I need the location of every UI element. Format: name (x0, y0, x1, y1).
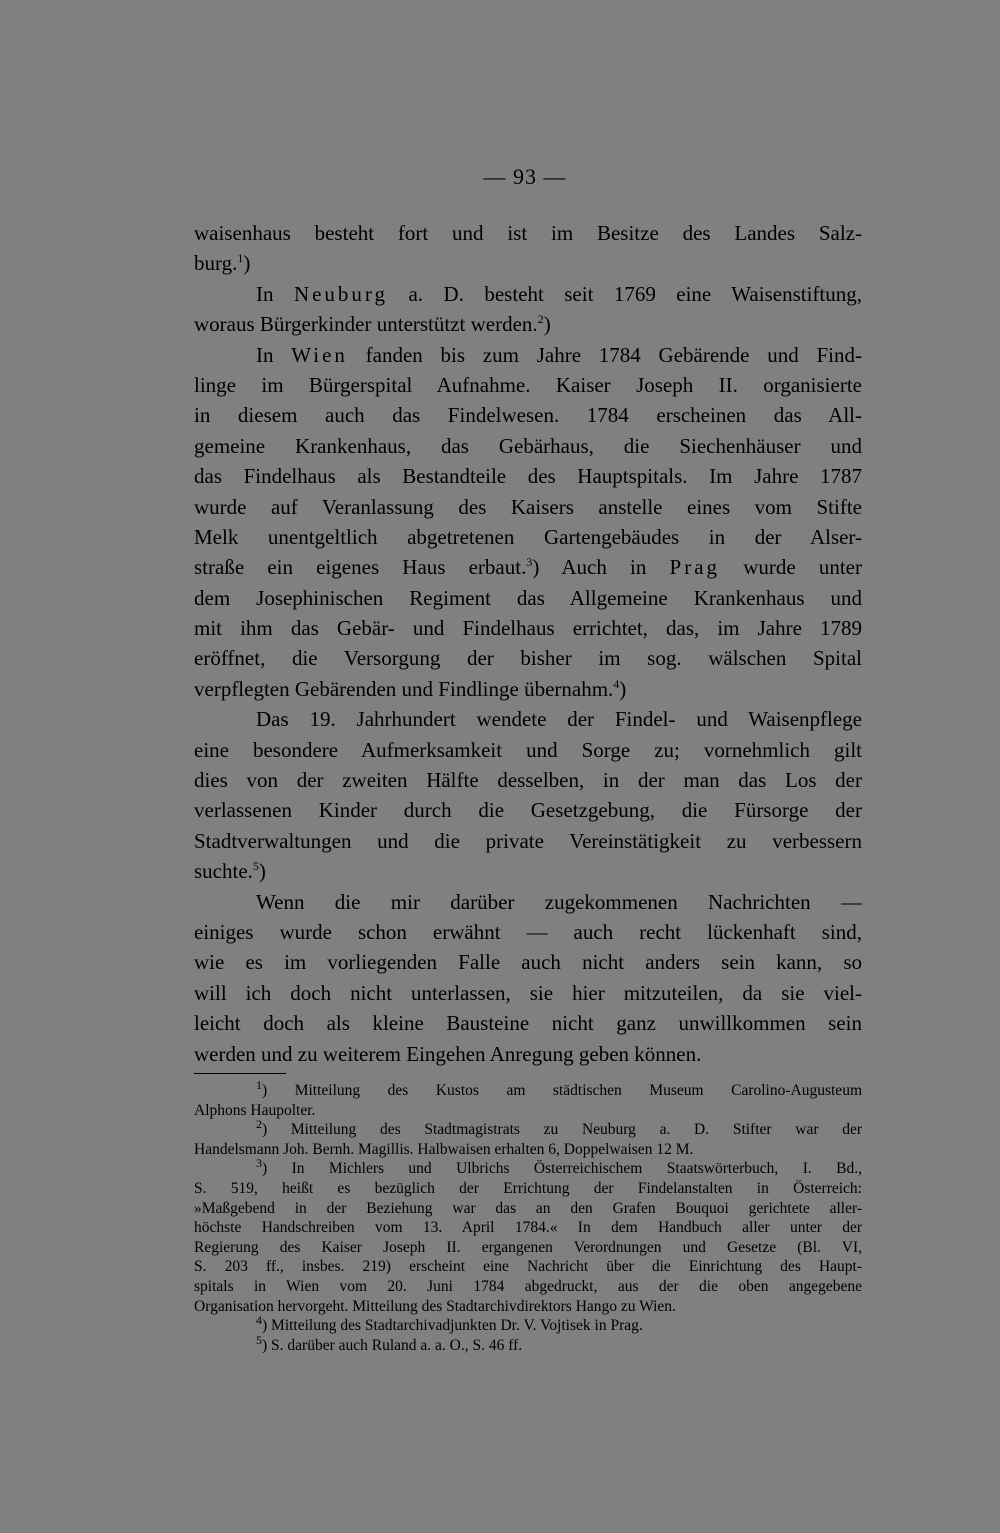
footnote-number: 1 (256, 1077, 262, 1092)
text-line (194, 613, 862, 643)
footnote-line (194, 1218, 862, 1238)
page-number: — 93 — (483, 164, 567, 189)
text-run: eröffnet, die Versorgung der bisher im sog. wälschen Spital (194, 646, 862, 671)
text-run: wurde auf Veranlassung des Kaisers anstelle eines vom Stifte (194, 494, 862, 519)
text-run: In (256, 342, 292, 367)
text-run: will ich doch nicht unterlassen, sie hier mitzuteilen, da sie viel- (194, 980, 862, 1005)
text-run: eine besondere Aufmerksamkeit und Sorge zu; vornehmlich gilt (194, 737, 862, 762)
text-line (194, 340, 862, 370)
footnote-number: 5 (256, 1332, 262, 1347)
text-run: woraus Bürgerkinder unterstützt werden. (194, 312, 538, 337)
text-line (194, 704, 862, 734)
text-run: S. 203 ff., insbes. 219) erscheint eine Nachricht über die Einrichtung des Haupt- (194, 1258, 862, 1276)
text-line (194, 248, 862, 278)
text-line (194, 795, 862, 825)
footnote-line (194, 1156, 862, 1179)
text-line (194, 735, 862, 765)
footnote-line (194, 1179, 862, 1199)
text-run: a. D. besteht seit 1769 eine Waisenstiftung, (388, 281, 863, 306)
footnote-ref: 5 (252, 859, 259, 874)
footnotes (194, 1077, 862, 1355)
text-run: Wenn die mir darüber zugekommenen Nachrichten — (256, 889, 862, 914)
footnote-line (194, 1077, 862, 1101)
text-run: verlassenen Kinder durch die Gesetzgebung, die Fürsorge der (194, 798, 862, 823)
text-line (194, 1008, 862, 1038)
text-run: S. 519, heißt es bezüglich der Errichtung der Findelanstalten in Österreich: (194, 1179, 862, 1197)
text-run: gemeine Krankenhaus, das Gebärhaus, die Siechenhäuser und (194, 433, 862, 458)
text-run: spitals in Wien vom 20. Juni 1784 abgedruckt, aus der die oben angegebene (194, 1277, 862, 1295)
text-line (194, 674, 862, 704)
footnote-line (194, 1297, 862, 1317)
text-line (194, 309, 862, 339)
text-line (194, 947, 862, 977)
text-line (194, 400, 862, 430)
text-run: leicht doch als kleine Bausteine nicht ganz unwillkommen sein (194, 1011, 862, 1036)
text-line (194, 522, 862, 552)
text-line (194, 1039, 862, 1069)
footnote-ref: 4 (613, 676, 620, 691)
text-run: Regierung des Kaiser Joseph II. ergangenen Verordnungen und Gesetze (Bl. VI, (194, 1238, 862, 1256)
footnote-number: 2 (256, 1117, 262, 1132)
text-run: straße ein eigenes Haus erbaut. (194, 555, 527, 580)
place-name: Wien (291, 342, 348, 367)
text-line (194, 218, 862, 248)
footnote-separator (194, 1073, 286, 1074)
footnote-line (194, 1257, 862, 1277)
text-run: höchste Handschreiben vom 13. April 1784.« In dem Handbuch aller unter der (194, 1219, 862, 1237)
footnote-number: 4 (256, 1312, 262, 1327)
footnote-line (194, 1332, 862, 1356)
text-line (194, 461, 862, 491)
text-run: waisenhaus besteht fort und ist im Besitze des Landes Salz- (194, 221, 862, 245)
text-run: einiges wurde schon erwähnt — auch recht lückenhaft sind, (194, 919, 862, 944)
text-run: ) In Michlers und Ulbrichs Österreichischem Staatswörterbuch, I. Bd., (262, 1160, 862, 1178)
text-run: ) (258, 859, 266, 884)
text-line (194, 370, 862, 400)
text-line (194, 583, 862, 613)
text-run: Alphons Haupolter. (194, 1101, 316, 1119)
footnote-line (194, 1140, 862, 1160)
text-line (194, 492, 862, 522)
footnote-line (194, 1277, 862, 1297)
footnote-number: 3 (256, 1156, 262, 1171)
text-run: mit ihm das Gebär- und Findelhaus errichtet, das, im Jahre 1789 (194, 616, 862, 641)
text-run: Organisation hervorgeht. Mitteilung des Stadtarchivdirektors Hango zu Wien. (194, 1297, 676, 1315)
text-line (194, 856, 862, 886)
text-run: ) Mitteilung des Stadtmagistrats zu Neuburg a. D. Stifter war der (262, 1121, 862, 1139)
text-run: das Findelhaus als Bestandteile des Hauptspitals. Im Jahre 1787 (194, 464, 862, 489)
text-line (194, 643, 862, 673)
text-line (194, 765, 862, 795)
text-run: wurde unter (720, 555, 862, 580)
text-line (194, 431, 862, 461)
text-line (194, 887, 862, 917)
text-run: wie es im vorliegenden Falle auch nicht anders sein kann, so (194, 950, 862, 975)
text-run: Das 19. Jahrhundert wendete der Findel- und Waisenpflege (256, 707, 862, 732)
text-run: ) Auch in (532, 555, 670, 580)
text-line (194, 826, 862, 856)
text-run: werden und zu weiterem Eingehen Anregung geben können. (194, 1041, 702, 1066)
text-run: dem Josephinischen Regiment das Allgemeine Krankenhaus und (194, 585, 862, 610)
text-run: ) (543, 312, 551, 337)
text-run: »Maßgebend in der Beziehung war das an den Grafen Bouquoi gerichtete aller- (194, 1199, 862, 1217)
text-run: ) Mitteilung des Stadtarchivadjunkten Dr. V. Vojtisek in Prag. (262, 1317, 643, 1335)
footnote-ref: 3 (526, 555, 533, 570)
text-run: ) Mitteilung des Kustos am städtischen Museum Carolino-Augusteum (262, 1082, 862, 1099)
place-name: Prag (669, 555, 721, 580)
text-run: ) (619, 676, 627, 701)
footnote-ref: 2 (537, 312, 544, 327)
place-name: Neuburg (293, 281, 389, 306)
footnote-line (194, 1312, 862, 1336)
text-run: Melk unentgeltlich abgetretenen Gartengebäudes in der Alser- (194, 524, 862, 549)
text-run: ) (243, 251, 251, 276)
text-line (194, 917, 862, 947)
text-run: suchte. (194, 859, 253, 884)
text-run: ) S. darüber auch Ruland a. a. O., S. 46 ff. (262, 1336, 523, 1354)
text-line (194, 978, 862, 1008)
text-line (194, 552, 862, 582)
text-run: fanden bis zum Jahre 1784 Gebärende und Find- (347, 342, 862, 367)
text-run: Stadtverwaltungen und die private Vereinstätigkeit zu verbessern (194, 828, 862, 853)
main-text (194, 218, 862, 1069)
footnote-ref: 1 (237, 251, 244, 266)
footnote-line (194, 1238, 862, 1258)
text-run: dies von der zweiten Hälfte desselben, in der man das Los der (194, 768, 862, 793)
text-line (194, 279, 862, 309)
text-run: verpflegten Gebärenden und Findlinge übernahm. (194, 676, 614, 701)
footnote-line (194, 1101, 862, 1121)
footnote-line (194, 1199, 862, 1219)
footnote-line (194, 1117, 862, 1140)
text-run: in diesem auch das Findelwesen. 1784 erscheinen das All- (194, 403, 862, 428)
text-run: Handelsmann Joh. Bernh. Magillis. Halbwaisen erhalten 6, Doppelwaisen 12 M. (194, 1140, 694, 1158)
text-run: linge im Bürgerspital Aufnahme. Kaiser Joseph II. organisierte (194, 372, 862, 397)
text-run: burg. (194, 251, 238, 276)
text-run: In (256, 281, 294, 306)
